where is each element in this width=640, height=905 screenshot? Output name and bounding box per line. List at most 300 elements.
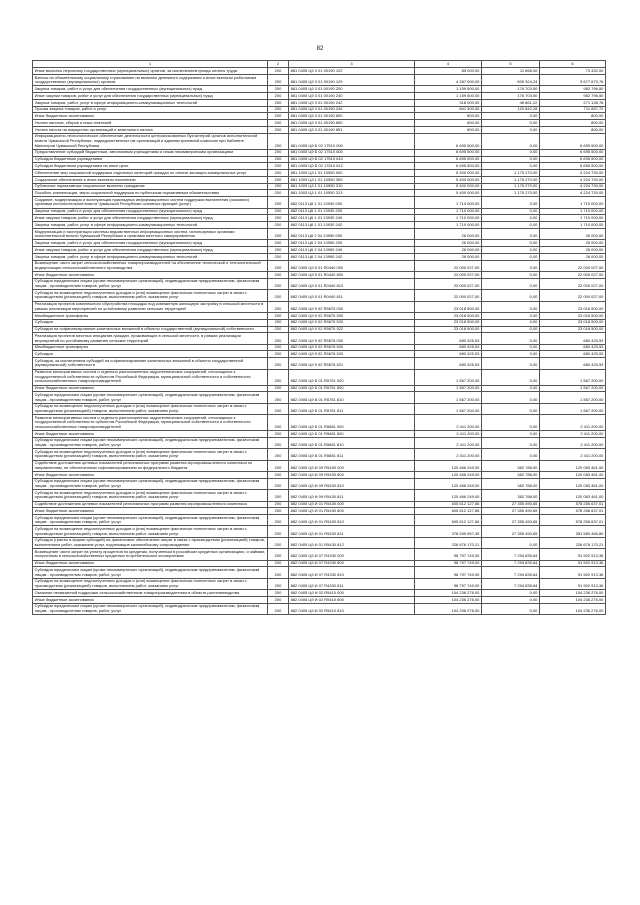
row-code: 200 [268,603,289,614]
row-code: 200 [268,156,289,163]
row-remaining: 680 425,53 [540,358,606,369]
table-row [33,431,606,438]
row-approved: 26 000,00 [415,247,482,254]
row-remaining: 1 567 200,00 [540,392,606,403]
row-executed: 0,00 [482,351,540,358]
row-code: 200 [268,240,289,247]
row-name: Иные бюджетные ассигнования [33,596,268,603]
row-executed: 609 324,24 [482,74,540,85]
table-row [33,190,606,197]
row-code: 200 [268,319,289,326]
row-approved: 800,00 [415,127,482,134]
row-executed: 27 355 490,65 [482,501,540,508]
row-kbk: 881 1003 Ц3 1 01 10550 313 [289,190,415,197]
row-kbk: 882 0405 Ц9 9 02 R5678 500 [289,344,415,351]
row-code: 200 [268,549,289,560]
row-executed: 0,00 [482,312,540,319]
row-code: 200 [268,74,289,85]
table-row [33,290,606,301]
table-row [33,253,606,260]
table-row [33,490,606,501]
row-kbk: 882 0405 Ц9 9 02 R5675 522 [289,326,415,333]
row-approved: 23 018 500,00 [415,301,482,312]
row-kbk: 882 0405 Ц9 Б 01 R5761 000 [289,369,415,385]
row-code: 200 [268,560,289,567]
row-approved: 1 159 500,00 [415,93,482,100]
row-approved: 4 287 000,00 [415,74,482,85]
row-remaining: 4 224 730,00 [540,183,606,190]
row-code: 200 [268,515,289,526]
row-remaining: 351 580 466,80 [540,526,606,537]
column-header: 1 [33,61,268,68]
table-row [33,183,606,190]
table-row [33,537,606,548]
row-name: Субсидии юридическим лицам (кроме некоммерческих организаций), индивидуальным предпринимателям, физическим лицам - производителям товаров, работ, услуг [33,567,268,578]
row-approved: 23 018 500,00 [415,326,482,333]
row-remaining: 800,00 [540,120,606,127]
row-kbk: 881 0405 Ц9 Б 02 17510 612 [289,163,415,170]
row-name: Субсидии, за исключением субсидий на софинансирование капитальных вложений в объекты государственной (муниципальной) собственности [33,358,268,369]
table-row [33,278,606,289]
row-approved: 26 000,00 [415,240,482,247]
row-kbk: 882 0405 Ц9 И 07 R4330 000 [289,549,415,560]
row-kbk: 882 0113 Ц6 1 01 13930 242 [289,222,415,229]
row-code: 200 [268,197,289,208]
table-row [33,369,606,385]
row-executed: 0,00 [482,344,540,351]
row-kbk: 882 0405 Ц9 9 02 R5675 500 [289,312,415,319]
table-row [33,392,606,403]
row-remaining: 711 657,72 [540,106,606,113]
row-approved: 1 710 000,00 [415,197,482,208]
row-executed: 0,00 [482,120,540,127]
row-name: Субсидии [33,319,268,326]
row-executed: 0,00 [482,603,540,614]
row-executed: 1 175 270,00 [482,190,540,197]
row-remaining: 2 411 200,00 [540,449,606,460]
row-code: 200 [268,392,289,403]
row-kbk: 881 0405 Ц9 3 01 00190 244 [289,106,415,113]
row-executed: 0,00 [482,222,540,229]
row-kbk: 882 0405 Ц9 9 02 R5675 520 [289,319,415,326]
row-remaining: 26 000,00 [540,247,606,254]
row-kbk: 882 0405 Ц9 И 01 R5430 810 [289,515,415,526]
row-name: Закупка товаров, работ и услуг для обеспечения государственных (муниципальных) нужд [33,208,268,215]
row-remaining: 91 502 913,36 [540,560,606,567]
row-approved: 104 236 276,00 [415,590,482,597]
row-approved: 22 000 027,00 [415,278,482,289]
row-remaining: 120 083 461,00 [540,472,606,479]
row-kbk: 882 0405 Ц9 9 02 R5678 000 [289,333,415,344]
row-executed: 11 668,00 [482,68,540,75]
row-name: Субсидии (гранты в форме субсидий) на финансовое обеспечение затрат в связи с производством (реализацией) товаров, выполнением работ, оказанием услуг, подлежащие казначейскому сопровождению [33,537,268,548]
row-approved: 6 695 500,00 [415,163,482,170]
row-kbk: 882 0405 Ц9 И 02 R5410 810 [289,603,415,614]
row-code: 200 [268,385,289,392]
row-name: Субсидии юридическим лицам (кроме некоммерческих организаций), индивидуальным предпринимателям, физическим лицам - производителям товаров, работ, услуг [33,515,268,526]
table-row [33,156,606,163]
row-executed: 1 175 270,00 [482,170,540,177]
row-name: Субсидии [33,351,268,358]
row-name: Субсидии на софинансирование капитальных вложений в объекты государственной (муниципальной) собственности [33,326,268,333]
row-code: 200 [268,526,289,537]
row-kbk: 881 0405 Ц9 Б 02 17510 610 [289,156,415,163]
row-executed: 0,00 [482,240,540,247]
row-code: 200 [268,253,289,260]
row-remaining: 680 425,53 [540,351,606,358]
row-kbk: 882 0113 Ц6 2 04 13950 200 [289,240,415,247]
table-row [33,596,606,603]
row-kbk: 881 0405 Ц9 Б 02 17510 600 [289,149,415,156]
column-header: 6 [540,61,606,68]
row-executed: 0,00 [482,590,540,597]
row-approved: 104 236 276,00 [415,596,482,603]
row-kbk: 881 0405 Ц9 3 01 00190 851 [289,127,415,134]
row-approved: 1 567 200,00 [415,385,482,392]
row-remaining: 1 567 200,00 [540,385,606,392]
row-code: 200 [268,93,289,100]
row-remaining: 578 256 637,01 [540,501,606,508]
row-remaining: 2 411 200,00 [540,437,606,448]
row-name: Закупка товаров, работ, услуг в сфере информационно-коммуникационных технологий [33,99,268,106]
row-approved: 2 411 200,00 [415,415,482,431]
table-row [33,74,606,85]
row-code: 200 [268,127,289,134]
row-executed: 0,00 [482,156,540,163]
row-kbk: 882 0405 Ц9 И 01 R5430 800 [289,508,415,515]
row-kbk: 881 0405 Ц9 3 01 00190 200 [289,86,415,93]
row-approved: 120 466 249,00 [415,460,482,471]
row-name: Субсидии бюджетным учреждениям [33,156,268,163]
row-remaining: 104 236 276,00 [540,596,606,603]
row-name: Взносы по обязательному социальному страхованию на выплаты денежного содержания и иные выплаты работникам государственных (муниципальных) органов [33,74,268,85]
table-row [33,272,606,279]
column-header: 3 [289,61,415,68]
row-code: 200 [268,208,289,215]
row-name: Закупка товаров, работ, услуг в сфере информационно-коммуникационных технологий [33,222,268,229]
row-remaining: 120 083 461,00 [540,478,606,489]
table-row [33,578,606,589]
row-name: Субсидии на возмещение недополученных доходов и (или) возмещение фактически понесенных затрат в связи с производством (реализацией) товаров, выполнением работ, оказанием услуг [33,490,268,501]
row-name: Иные закупки товаров, работ и услуг для обеспечения государственных (муниципальных) нужд [33,93,268,100]
table-row [33,501,606,508]
table-row [33,113,606,120]
row-name: Уплата налогов, сборов и иных платежей [33,120,268,127]
row-executed: 7 294 835,64 [482,578,540,589]
row-executed: 176 703,50 [482,86,540,93]
row-remaining: 1 567 200,00 [540,403,606,414]
row-name: Межбюджетные трансферты [33,344,268,351]
row-code: 200 [268,431,289,438]
row-name: Закупка товаров, работ и услуг для обеспечения государственных (муниципальных) нужд [33,86,268,93]
row-remaining: 2 411 200,00 [540,431,606,438]
table-row [33,549,606,560]
row-name: Субсидии на возмещение недополученных доходов и (или) возмещение фактически понесенных затрат в связи с производством (реализацией) товаров, выполнением работ, оказанием услуг [33,526,268,537]
table-row [33,590,606,597]
row-remaining: 22 000 027,00 [540,278,606,289]
table-row [33,260,606,271]
row-approved: 22 000 027,00 [415,272,482,279]
row-approved: 23 018 500,00 [415,319,482,326]
row-remaining: 120 083 461,00 [540,460,606,471]
row-executed: 0,00 [482,163,540,170]
row-approved: 800,00 [415,113,482,120]
table-row [33,333,606,344]
row-name: Развитие мелиоративных систем и отдельно расположенных гидротехнических сооружений, относящихся к государственной собственности субъектов Российской Федерации, муниципальной собственности и собственности сельскохозяйственных товаропроизводителей [33,369,268,385]
table-row [33,603,606,614]
row-remaining: 680 425,53 [540,344,606,351]
row-approved: 1 710 000,00 [415,215,482,222]
table-row [33,106,606,113]
row-name: Развитие мелиоративных систем и отдельно расположенных гидротехнических сооружений, относящихся к государственной собственности субъектов Российской Федерации, муниципальной собственности и собственности сельскохозяйственных товаропроизводителей [33,415,268,431]
row-approved: 98 797 749,00 [415,567,482,578]
table-row [33,351,606,358]
table-row [33,301,606,312]
table-row [33,133,606,149]
row-code: 200 [268,215,289,222]
row-approved: 6 695 500,00 [415,156,482,163]
table-row [33,86,606,93]
row-executed: 0,00 [482,358,540,369]
table-row [33,449,606,460]
row-kbk: 882 0113 Ц6 1 01 13930 240 [289,215,415,222]
table-row [33,326,606,333]
row-executed: 176 703,50 [482,93,540,100]
row-executed: 27 355 490,65 [482,526,540,537]
row-remaining: 982 796,50 [540,86,606,93]
row-kbk: 882 0405 Ц9 И 02 R5410 800 [289,596,415,603]
row-code: 200 [268,333,289,344]
row-executed: 27 355 490,65 [482,515,540,526]
row-code: 200 [268,247,289,254]
table-row [33,460,606,471]
row-remaining: 6 695 500,00 [540,156,606,163]
table-row [33,170,606,177]
row-kbk: 881 1003 Ц3 1 01 10550 000 [289,170,415,177]
row-kbk: 881 0405 Ц9 3 01 00190 850 [289,120,415,127]
row-executed: 0,00 [482,403,540,414]
row-remaining: 6 695 500,00 [540,133,606,149]
row-code: 200 [268,190,289,197]
table-row [33,437,606,448]
table-row [33,567,606,578]
row-approved: 680 425,53 [415,358,482,369]
row-kbk: 882 0405 Ц9 5 01 R0440 800 [289,272,415,279]
row-executed: 0,00 [482,197,540,208]
row-approved: 680 425,53 [415,351,482,358]
row-code: 200 [268,86,289,93]
row-executed: 0,00 [482,449,540,460]
row-executed: 382 788,00 [482,460,540,471]
row-code: 200 [268,415,289,431]
row-code: 200 [268,163,289,170]
row-remaining: 26 000,00 [540,253,606,260]
row-name: Возмещение части затрат на уплату процентов по кредитам, полученным в российских кредитных организациях, и займам, полученным в сельскохозяйственных кредитных потребительских кооперативах [33,549,268,560]
row-name: Предоставление субсидий бюджетным, автономным учреждениям и иным некоммерческим организациям [33,149,268,156]
row-approved: 98 797 749,00 [415,560,482,567]
row-executed: 7 294 835,64 [482,560,540,567]
table-row [33,228,606,239]
column-header: 2 [268,61,289,68]
row-code: 200 [268,344,289,351]
table-row [33,478,606,489]
row-approved: 226 676 170,21 [415,537,482,548]
row-code: 200 [268,222,289,229]
row-name: Публичные нормативные социальные выплаты гражданам [33,183,268,190]
row-executed: 0,00 [482,431,540,438]
row-remaining: 23 018 500,00 [540,301,606,312]
row-code: 200 [268,472,289,479]
row-code: 200 [268,99,289,106]
row-approved: 1 710 000,00 [415,208,482,215]
row-approved: 1 159 500,00 [415,86,482,93]
table-row [33,93,606,100]
row-kbk: 882 0405 Ц9 Б 01 R5681 810 [289,437,415,448]
row-kbk: 882 0405 Ц9 И 09 R5430 000 [289,460,415,471]
row-code: 200 [268,149,289,156]
row-kbk: 882 0405 Ц9 9 02 R5678 520 [289,351,415,358]
row-approved: 85 000,00 [415,68,482,75]
row-approved: 318 000,00 [415,99,482,106]
table-row [33,385,606,392]
row-approved: 98 797 749,00 [415,578,482,589]
row-executed: 0,00 [482,537,540,548]
row-remaining: 23 018 500,00 [540,326,606,333]
row-name: Субсидии юридическим лицам (кроме некоммерческих организаций), индивидуальным предпринимателям, физическим лицам - производителям товаров, работ, услуг [33,478,268,489]
row-kbk: 882 0113 Ц6 2 04 13950 000 [289,228,415,239]
row-name: Субсидии юридическим лицам (кроме некоммерческих организаций), индивидуальным предпринимателям, физическим лицам - производителям товаров, работ, услуг [33,278,268,289]
row-code: 200 [268,228,289,239]
row-executed: 0,00 [482,290,540,301]
row-kbk: 881 1003 Ц3 1 01 10550 310 [289,183,415,190]
row-name: Уплата налога на имущество организаций и земельного налога [33,127,268,134]
table-row [33,560,606,567]
row-name: Создание, модернизация и эксплуатация прикладных информационных систем поддержки выполнения (оказания) органами исполнительной власти Чувашской Республики основных функций (услуг) [33,197,268,208]
row-approved: 378 935 957,45 [415,526,482,537]
row-remaining: 26 000,00 [540,228,606,239]
row-executed: 0,00 [482,260,540,271]
row-name: Субсидии на возмещение недополученных доходов и (или) возмещение фактически понесенных затрат в связи с производством (реализацией) товаров, выполнением работ, оказанием услуг [33,290,268,301]
row-kbk: 882 0405 Ц9 Б 01 R5761 811 [289,403,415,414]
row-kbk: 882 0405 Ц9 Б 01 R5761 810 [289,392,415,403]
table-row [33,526,606,537]
row-approved: 680 425,53 [415,333,482,344]
table-row [33,415,606,431]
row-code: 200 [268,508,289,515]
row-approved: 1 567 200,00 [415,369,482,385]
row-remaining: 22 000 027,00 [540,290,606,301]
row-executed: 0,00 [482,437,540,448]
row-executed: 0,00 [482,133,540,149]
row-code: 200 [268,567,289,578]
row-executed: 7 294 835,64 [482,567,540,578]
row-remaining: 22 000 027,00 [540,260,606,271]
row-kbk: 882 0405 Ц9 Б 01 R5681 800 [289,431,415,438]
row-name: Обеспечение мер социальной поддержки отдельных категорий граждан по оплате жилищно-коммунальных услуг [33,170,268,177]
row-executed: 0,00 [482,369,540,385]
row-remaining: 1 710 000,00 [540,222,606,229]
column-header: 4 [415,61,482,68]
row-executed: 0,00 [482,215,540,222]
row-remaining: 4 224 730,00 [540,176,606,183]
row-executed: 0,00 [482,272,540,279]
row-name: Содействие достижению целевых показателей региональных программ развития агропромышленного комплекса по направлениям, не обеспеченным софинансированием из федерального бюджета [33,460,268,471]
row-approved: 26 000,00 [415,253,482,260]
row-remaining: 4 224 730,00 [540,170,606,177]
row-kbk: 881 0405 Ц9 3 01 00190 242 [289,99,415,106]
row-kbk: 882 0405 Ц9 И 01 R5430 812 [289,537,415,548]
row-remaining: 22 000 027,00 [540,272,606,279]
row-name: Информационно-технологическое обеспечение деятельности централизованных бухгалтерий органов исполнительной власти Чувашской Республики, подведомственных им организаций и административной комиссии при Кабинете Министров Чувашской Республики [33,133,268,149]
row-approved: 1 710 000,00 [415,222,482,229]
row-remaining: 680 425,53 [540,333,606,344]
row-remaining: 104 236 276,00 [540,603,606,614]
table-row [33,163,606,170]
row-code: 200 [268,358,289,369]
row-kbk: 882 0405 Ц9 И 09 R5430 811 [289,490,415,501]
row-executed: 0,00 [482,333,540,344]
row-remaining: 23 018 500,00 [540,312,606,319]
row-remaining: 26 000,00 [540,240,606,247]
row-remaining: 23 018 500,00 [540,319,606,326]
column-header: 5 [482,61,540,68]
row-remaining: 1 567 200,00 [540,369,606,385]
table-row [33,472,606,479]
row-kbk: 882 0405 Ц9 И 01 R5430 000 [289,501,415,508]
row-code: 200 [268,403,289,414]
row-kbk: 882 0405 Ц9 5 01 R0440 000 [289,260,415,271]
row-approved: 6 695 500,00 [415,133,482,149]
row-kbk: 881 0405 Ц9 3 01 00190 240 [289,93,415,100]
row-kbk: 882 0405 Ц9 Б 01 R5681 811 [289,449,415,460]
row-kbk: 881 0405 Ц9 3 01 00190 122 [289,68,415,75]
row-approved: 98 797 749,00 [415,549,482,560]
row-name: Иные бюджетные ассигнования [33,431,268,438]
row-name: Субсидии на возмещение недополученных доходов и (или) возмещение фактически понесенных затрат в связи с производством (реализацией) товаров, выполнением работ, оказанием услуг [33,449,268,460]
row-name: Социальное обеспечение и иные выплаты населению [33,176,268,183]
row-kbk: 882 0405 Ц9 5 01 R0440 811 [289,290,415,301]
row-name: Субсидии юридическим лицам (кроме некоммерческих организаций), индивидуальным предпринимателям, физическим лицам - производителям товаров, работ, услуг [33,437,268,448]
row-approved: 800,00 [415,120,482,127]
row-code: 200 [268,590,289,597]
row-kbk: 882 0113 Ц6 2 04 13950 240 [289,247,415,254]
row-kbk: 882 0405 Ц9 И 01 R5430 811 [289,526,415,537]
row-approved: 26 000,00 [415,228,482,239]
row-executed: 0,00 [482,127,540,134]
row-code: 200 [268,437,289,448]
row-code: 200 [268,369,289,385]
row-name: Иные бюджетные ассигнования [33,472,268,479]
table-row [33,176,606,183]
row-kbk: 881 0405 Ц9 Б 02 17510 000 [289,133,415,149]
row-name: Прочая закупка товаров, работ и услуг [33,106,268,113]
row-kbk: 882 0405 Ц9 И 02 R5410 000 [289,590,415,597]
row-kbk: 882 0405 Ц9 И 09 R5430 810 [289,478,415,489]
page-number: 82 [316,46,324,52]
table-row [33,344,606,351]
row-kbk: 882 0113 Ц6 2 04 13950 242 [289,253,415,260]
row-kbk: 882 0405 Ц9 9 02 R5675 000 [289,301,415,312]
row-name: Субсидии юридическим лицам (кроме некоммерческих организаций), индивидуальным предпринимателям, физическим лицам - производителям товаров, работ, услуг [33,603,268,614]
row-remaining: 120 083 461,00 [540,490,606,501]
row-code: 200 [268,183,289,190]
row-remaining: 1 710 000,00 [540,197,606,208]
row-remaining: 104 236 276,00 [540,590,606,597]
row-name: Пособия, компенсации, меры социальной поддержки по публичным нормативным обязательствам [33,190,268,197]
row-name: Иные бюджетные ассигнования [33,560,268,567]
row-executed: 382 788,00 [482,472,540,479]
row-kbk: 881 0405 Ц9 3 01 00190 129 [289,74,415,85]
